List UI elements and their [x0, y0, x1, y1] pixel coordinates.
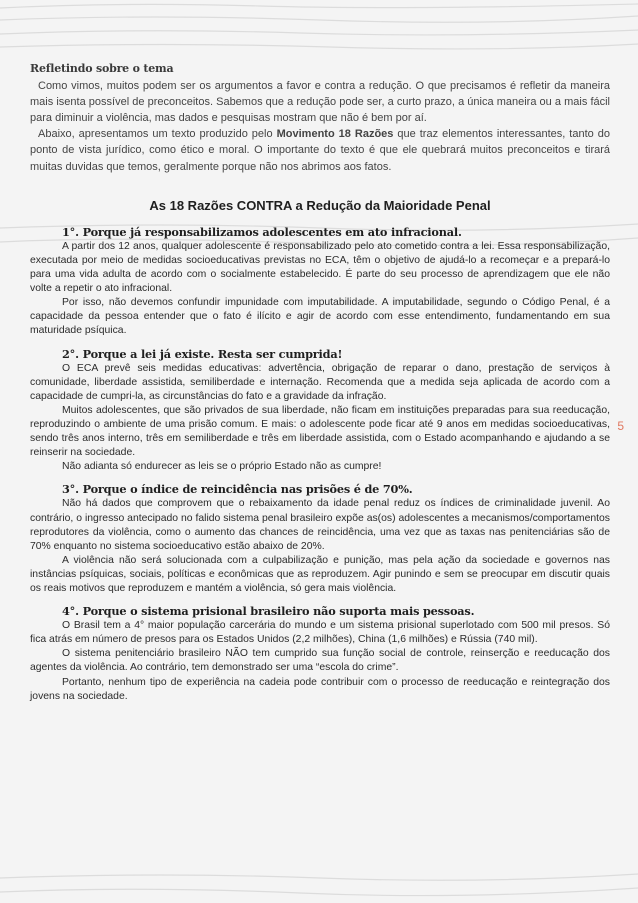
section-title: 2°. Porque a lei já existe. Resta ser cumprida! — [62, 346, 343, 361]
section-paragraph: Não adianta só endurecer as leis se o próprio Estado não as cumpre! — [62, 461, 382, 473]
section-title: 1°. Porque já responsabilizamos adolescentes em ato infracional. — [62, 224, 462, 239]
section-1 — [30, 225, 610, 339]
section-paragraph: Por isso, não devemos confundir impunidade com imputabilidade. A imputabilidade, segundo o Código Penal, é a capacidade da pessoa entender que o fato é ilícito e agir de acordo com esse entendimento, fundamentando em sua maturidade psíquica. — [30, 297, 610, 337]
section-paragraph: O ECA prevê seis medidas educativas: advertência, obrigação de reparar o dano, prestação de serviços à comunidade, liberdade assistida, semiliberdade e internação. Recomenda que a medida seja aplicada de acordo com a capacidade de cumpri-la, as circunstâncias do fato e a gravidade da infração. — [30, 362, 610, 402]
section-title: 4°. Porque o sistema prisional brasileiro não suporta mais pessoas. — [62, 604, 475, 619]
page-content — [30, 62, 610, 704]
section-paragraph: O sistema penitenciário brasileiro NÃO tem cumprido sua função social de controle, reinserção e reeducação dos agentes da violência. Ao contrário, tem demonstrado ser uma “escola do crime”. — [30, 648, 610, 674]
section-paragraph: A violência não será solucionada com a culpabilização e punição, mas pela ação da sociedade e governos nas instâncias psíquicas, sociais, políticas e econômicas que as reproduzem. Agir punindo e sem se preocupar em discutir quais os reais motivos que reproduzem e mantém a violência, só gera mais violência. — [30, 554, 610, 594]
section-body — [30, 497, 610, 596]
section-body — [30, 240, 610, 339]
section-body — [30, 362, 610, 475]
section-4 — [30, 604, 610, 704]
section-body — [30, 619, 610, 704]
section-paragraph: A partir dos 12 anos, qualquer adolescente é responsabilizado pelo ato cometido contra a lei. Essa responsabilização, executada por meio de medidas socioeducativas previstas no ECA, têm o objetivo de ajudá-lo a recomeçar e a prepará-lo para uma vida adulta de acordo com o socialmente estabelecido. É parte do seu processo de aprendizagem que ele não volte a repetir o ato infracional. — [30, 240, 610, 295]
section-title: 3°. Porque o índice de reincidência nas prisões é de 70%. — [62, 482, 413, 497]
intro-p2-after: que traz elementos interessantes, tanto do ponto de vista jurídico, como ético e moral. O importante do texto é que ele quebrará muitos preconceitos e tirará muitas duvidas que temos, geralmente porque não nos abrimos aos fatos. — [30, 128, 610, 173]
section-3 — [30, 482, 610, 596]
intro-paragraph-2 — [30, 126, 610, 174]
section-paragraph: Muitos adolescentes, que são privados de sua liberdade, não ficam em instituições preparadas para sua reeducação, reproduzindo o ambiente de uma prisão comum. E mais: o adolescente pode ficar até 9 anos em medidas socioeducativas, sendo três anos interno, três em semiliberdade e três em liberdade assistida, com o Estado acompanhando e ajudando a se reinserir na sociedade. — [30, 404, 610, 459]
reflect-title: Refletindo sobre o tema — [30, 62, 174, 75]
intro-text — [30, 78, 610, 175]
section-paragraph: Portanto, nenhum tipo de experiência na cadeia pode contribuir com o processo de reeducação e reintegração dos jovens na sociedade. — [30, 676, 610, 702]
intro-paragraph-1: Como vimos, muitos podem ser os argumentos a favor e contra a redução. O que precisamos é refletir da maneira mais isenta possível de preconceitos. Sabemos que a redução pode ser, a curto prazo, a única maneira ou a mais fácil para diminuir a violência, mas dados e pesquisas mostram que não é bem por aí. — [30, 80, 610, 125]
main-title: As 18 Razões CONTRA a Redução da Maioridade Penal — [149, 197, 491, 213]
section-paragraph: O Brasil tem a 4° maior população carcerária do mundo e um sistema prisional superlotado com 500 mil presos. Só fica atrás em número de presos para os Estados Unidos (2,2 milhões), China (1,6 milhões) e Rússia (740 mil). — [30, 620, 610, 646]
intro-p2-before: Abaixo, apresentamos um texto produzido pelo — [38, 128, 277, 141]
page-number: 5 — [617, 419, 624, 433]
movement-name: Movimento 18 Razões — [276, 128, 394, 141]
section-paragraph: Não há dados que comprovem que o rebaixamento da idade penal reduz os índices de criminalidade juvenil. Ao contrário, o ingresso antecipado no falido sistema penal brasileiro expõe as(os) adolescentes a mecanismos/comportamentos reprodutores da violência, como o aumento das chances de reincidência, uma vez que as taxas nas penitenciárias são de 70% enquanto no sistema socioeducativo estão abaixo de 20%. — [30, 498, 610, 552]
section-2 — [30, 347, 610, 475]
